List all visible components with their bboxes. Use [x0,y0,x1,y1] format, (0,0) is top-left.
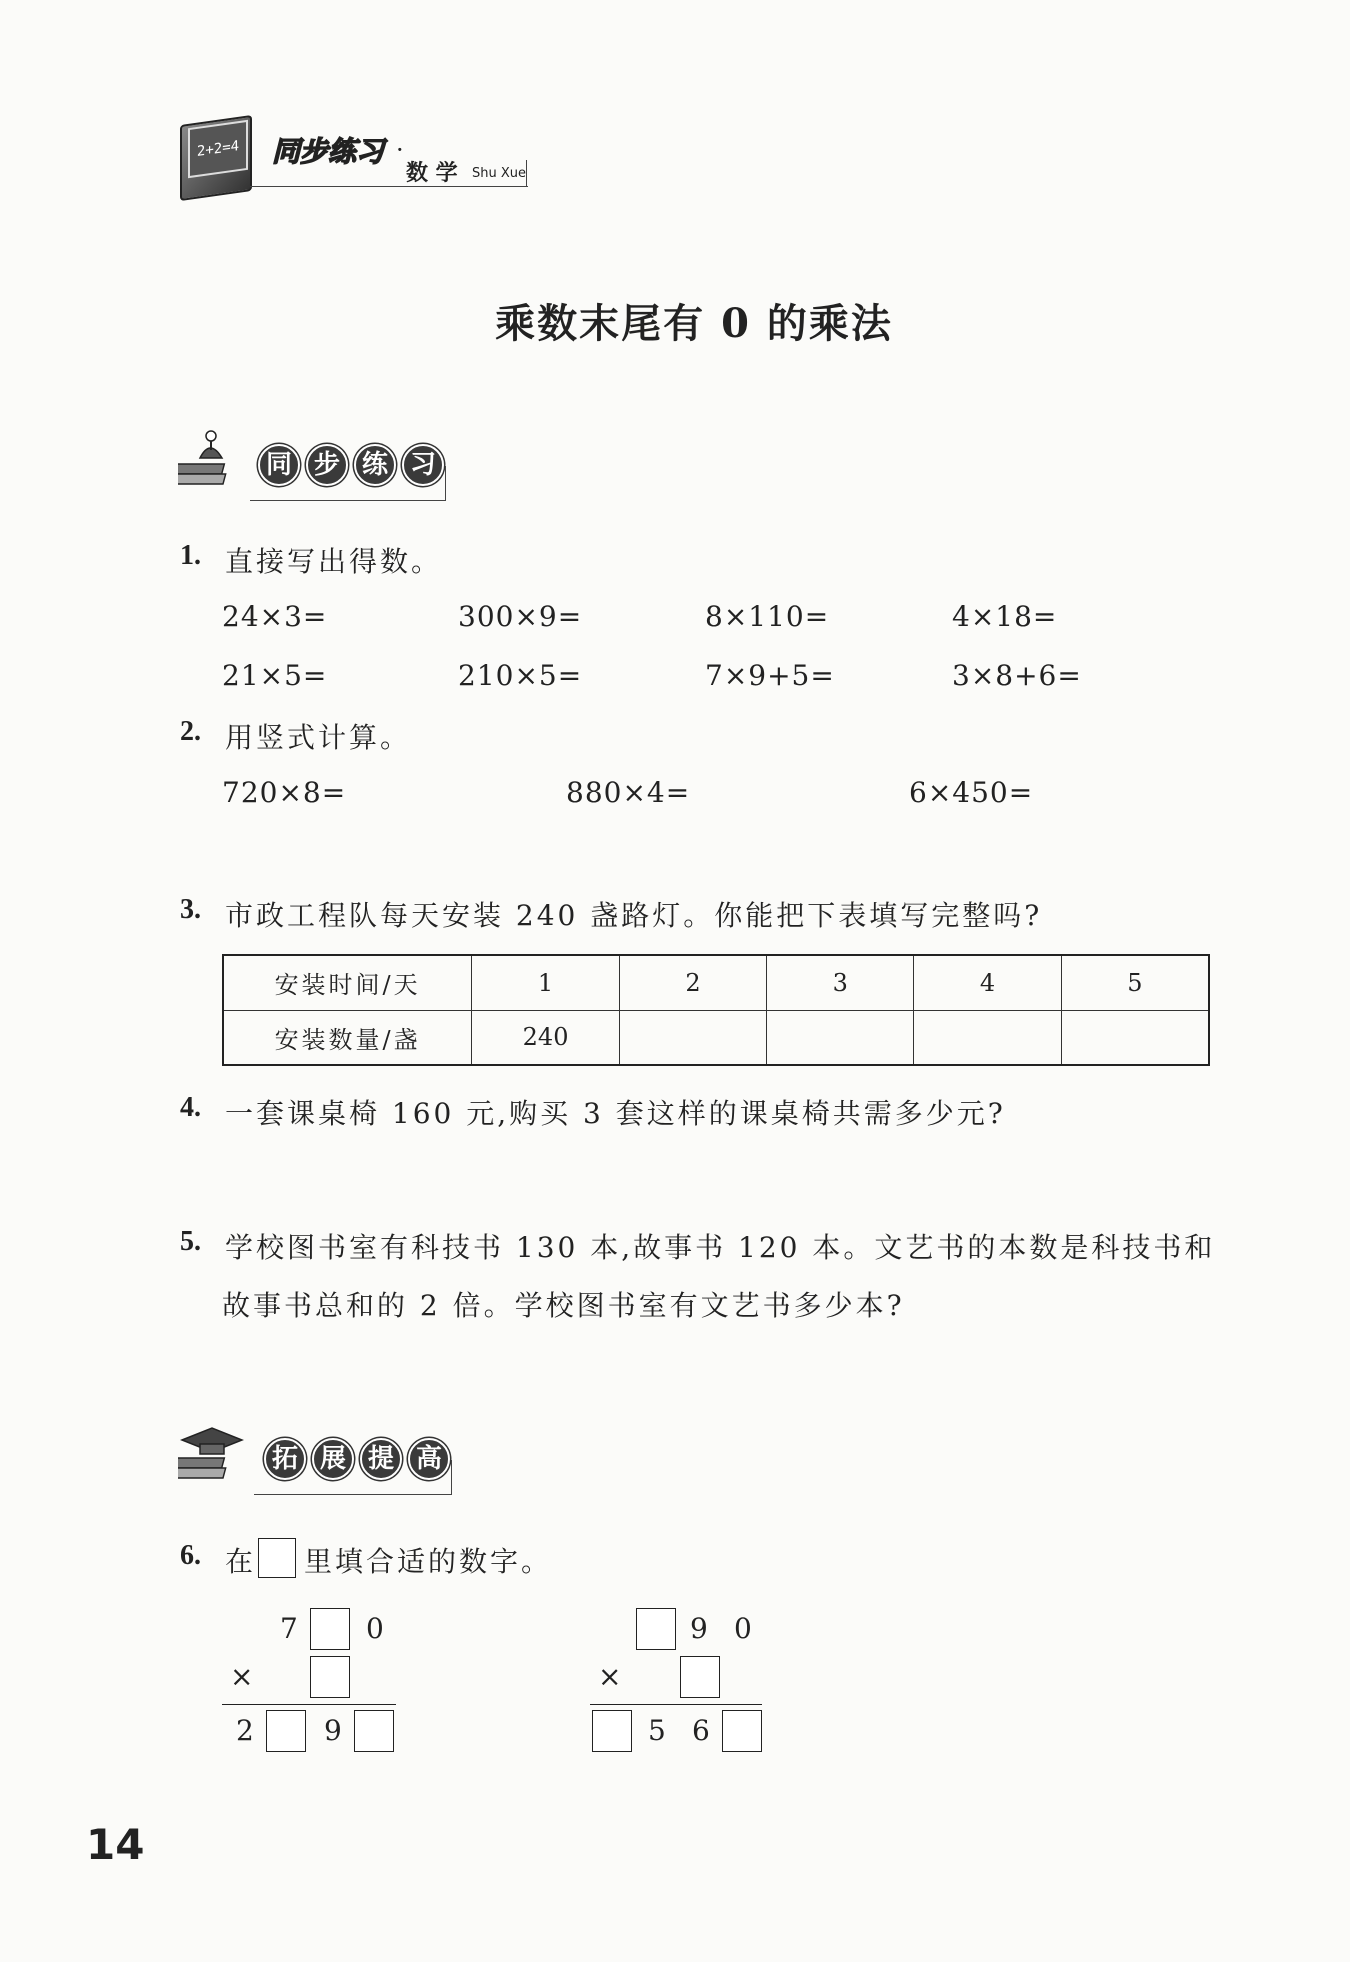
table-row [223,1010,1209,1065]
q5-text-line1: 学校图书室有科技书 130 本,故事书 120 本。文艺书的本数是科技书和 [225,1231,1216,1264]
q1-expr: 3×8+6= [952,659,1082,692]
q1-expr: 210×5= [458,659,583,692]
q1-expr: 21×5= [222,659,328,692]
digit: 0 [734,1612,752,1645]
table-cell: 2 [619,955,766,1010]
table-answer-cell[interactable] [914,1010,1061,1065]
q3-text: 市政工程队每天安装 240 盏路灯。你能把下表填写完整吗? [225,899,1043,932]
q2-number: 2. [180,716,201,747]
digit: 9 [324,1714,342,1747]
q5-number: 5. [180,1226,201,1257]
digit: 5 [648,1714,666,1747]
table-cell: 240 [472,1010,620,1065]
digit: 7 [280,1612,298,1645]
digit: 6 [692,1714,710,1747]
digit: 9 [690,1612,708,1645]
q2-expr: 880×4= [566,776,691,809]
table-cell: 5 [1061,955,1209,1010]
books-lamp-icon [178,428,244,488]
graduation-cap-icon [178,1422,244,1482]
q1-text: 直接写出得数。 [225,545,443,578]
q2-text: 用竖式计算。 [225,721,412,754]
logo-underline [250,186,528,187]
page-title: 乘数末尾有 0 的乘法 [495,300,893,347]
times-sign: × [598,1660,622,1693]
answer-box[interactable] [266,1710,306,1752]
q3-number: 3. [180,894,201,925]
answer-box[interactable] [310,1656,350,1698]
q1-expr: 24×3= [222,600,328,633]
table-header-cell: 安装时间/天 [223,955,472,1010]
table-cell: 3 [767,955,914,1010]
q1-expr: 300×9= [458,600,583,633]
install-table [222,954,1210,1066]
answer-box[interactable] [592,1710,632,1752]
q1-expr: 7×9+5= [705,659,835,692]
badge-char: 习 [402,444,444,486]
section-badge-extend [264,1438,450,1480]
q1-expr: 8×110= [705,600,830,633]
logo-dot: · [396,136,404,164]
q6-text-before: 在 [225,1545,257,1578]
answer-box[interactable] [680,1656,720,1698]
table-header-cell: 安装数量/盏 [223,1010,472,1065]
digit: 2 [236,1714,254,1747]
logo-vline [526,160,527,186]
logo-title: 同步练习 [272,135,385,168]
table-cell: 1 [472,955,620,1010]
badge-char: 提 [360,1438,402,1480]
answer-box[interactable] [636,1608,676,1650]
page-number: 14 [86,1820,145,1869]
logo-pinyin: Shu Xue [472,166,527,181]
q1-expr: 4×18= [952,600,1058,633]
q6-text-after: 里填合适的数字。 [304,1545,553,1578]
table-answer-cell[interactable] [767,1010,914,1065]
q5-text-line2: 故事书总和的 2 倍。学校图书室有文艺书多少本? [222,1289,905,1322]
table-cell: 4 [914,955,1061,1010]
sum-line [590,1704,762,1705]
badge-char: 展 [312,1438,354,1480]
section-vline [445,466,446,500]
table-row [223,955,1209,1010]
badge-char: 练 [354,444,396,486]
answer-box[interactable] [354,1710,394,1752]
digit: 0 [366,1612,384,1645]
section-badge-sync [258,444,444,486]
section-underline [254,1494,452,1495]
section-underline [250,500,446,501]
answer-box[interactable] [722,1710,762,1752]
answer-box-sample [258,1538,296,1578]
times-sign: × [230,1660,254,1693]
q4-text: 一套课桌椅 160 元,购买 3 套这样的课桌椅共需多少元? [225,1097,1006,1130]
table-answer-cell[interactable] [1061,1010,1209,1065]
badge-char: 同 [258,444,300,486]
q4-number: 4. [180,1092,201,1123]
q2-expr: 6×450= [909,776,1034,809]
table-answer-cell[interactable] [619,1010,766,1065]
q6-number: 6. [180,1540,201,1571]
badge-char: 拓 [264,1438,306,1480]
section-vline [451,1460,452,1494]
badge-char: 高 [408,1438,450,1480]
logo-subject: 数 学 [406,161,458,186]
answer-box[interactable] [310,1608,350,1650]
q1-number: 1. [180,540,201,571]
badge-char: 步 [306,444,348,486]
logo-board: 2+2=4 [188,120,248,178]
q2-expr: 720×8= [222,776,347,809]
sum-line [222,1704,396,1705]
